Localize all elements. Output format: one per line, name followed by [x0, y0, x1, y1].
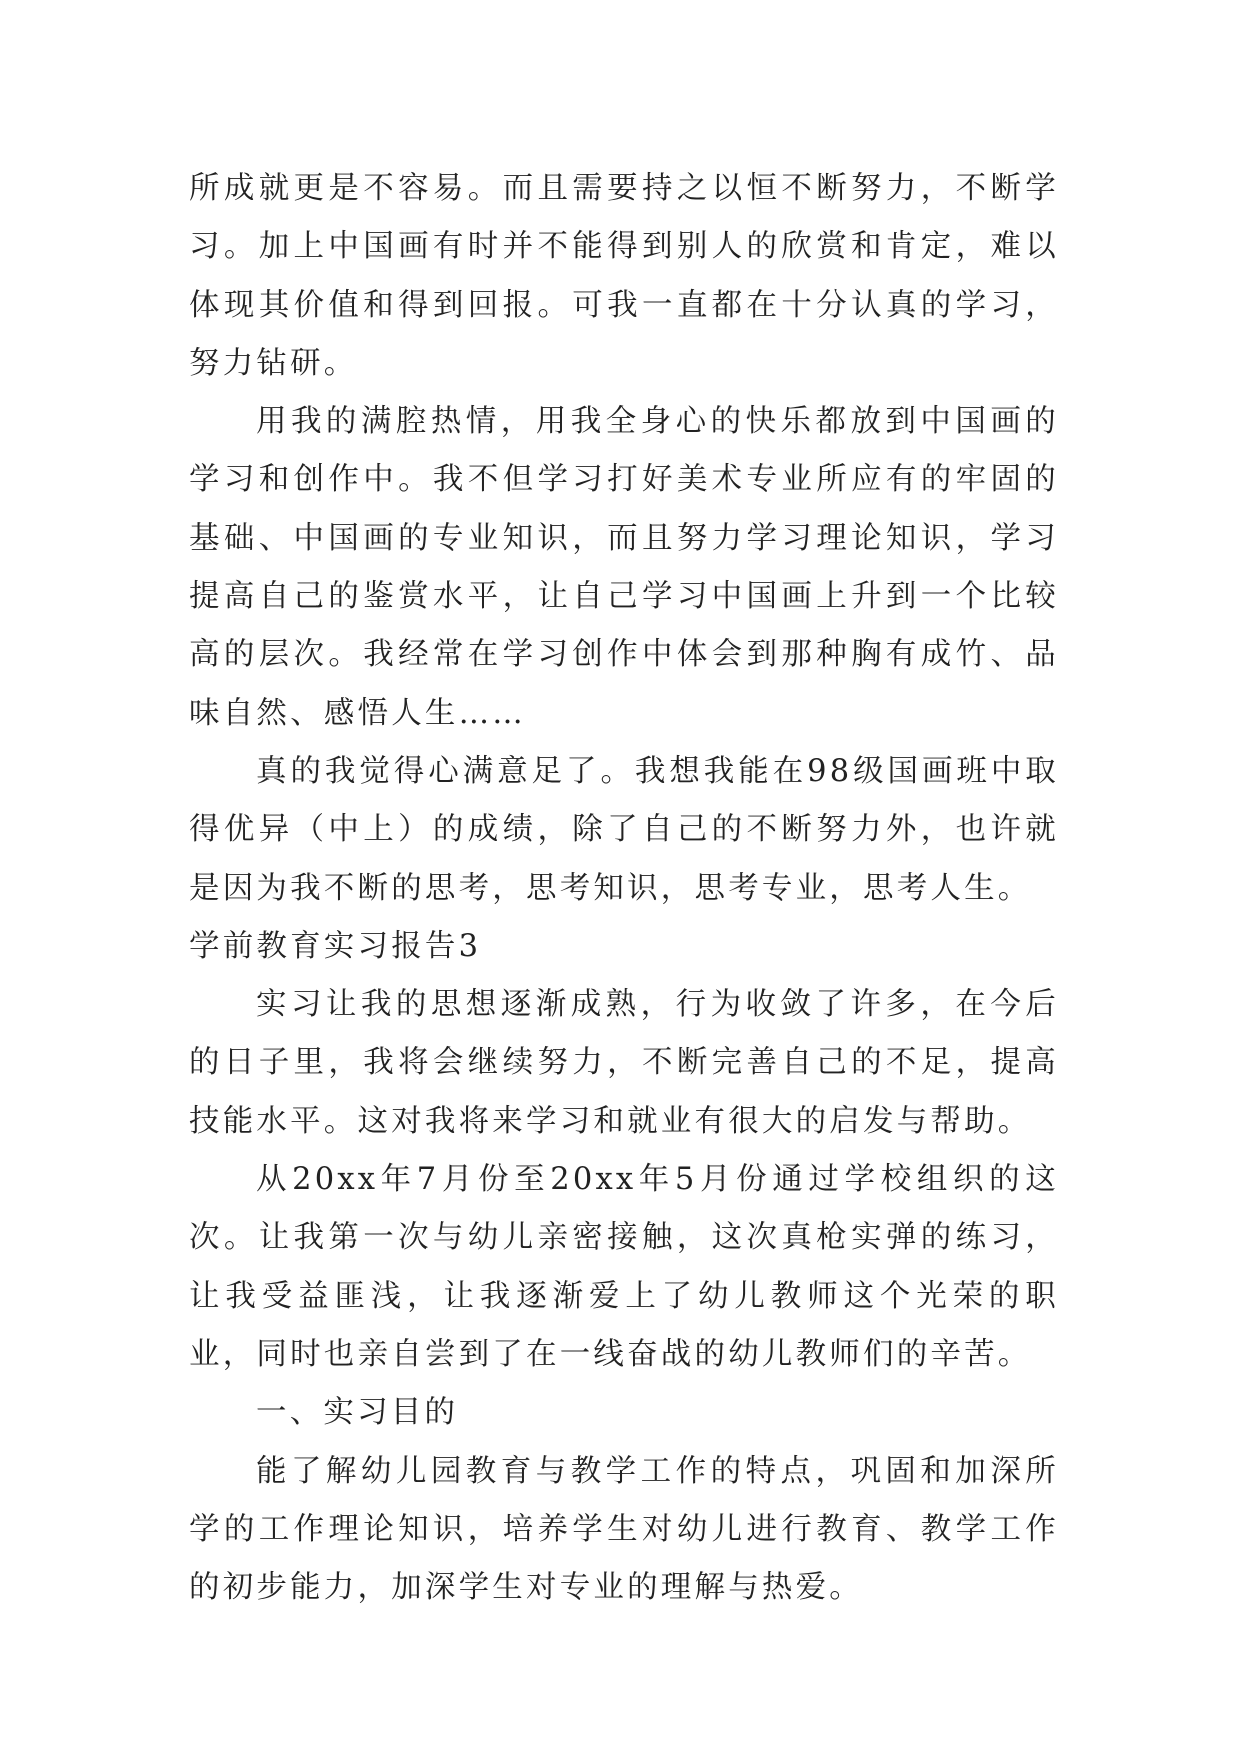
- paragraph-continuation: 所成就更是不容易。而且需要持之以恒不断努力，不断学习。加上中国画有时并不能得到别人的欣赏和肯定，难以体现其价值和得到回报。可我一直都在十分认真的学习，努力钻研。: [189, 171, 1059, 381]
- paragraph-purpose: 能了解幼儿园教育与教学工作的特点，巩固和加深所学的工作理论知识，培养学生对幼儿进行教育、教学工作的初步能力，加深学生对专业的理解与热爱。: [189, 1453, 1059, 1606]
- paragraph-internship-growth: 实习让我的思想逐渐成熟，行为收敛了许多，在今后的日子里，我将会继续努力，不断完善自己的不足，提高技能水平。这对我将来学习和就业有很大的启发与帮助。: [189, 987, 1059, 1139]
- paragraph-satisfaction: 真的我觉得心满意足了。我想我能在98级国画班中取得优异（中上）的成绩，除了自己的不断努力外，也许就是因为我不断的思考，思考知识，思考专业，思考人生。: [189, 753, 1059, 906]
- paragraph-passion: 用我的满腔热情，用我全身心的快乐都放到中国画的学习和创作中。我不但学习打好美术专业所应有的牢固的基础、中国画的专业知识，而且努力学习理论知识，学习提高自己的鉴赏水平，让自己学习中国画上升到一个比较高的层次。我经常在学习创作中体会到那种胸有成竹、品味自然、感悟人生……: [189, 404, 1059, 731]
- paragraph-internship-period: 从20xx年7月份至20xx年5月份通过学校组织的这次。让我第一次与幼儿亲密接触，这次真枪实弹的练习，让我受益匪浅，让我逐渐爱上了幼儿教师这个光荣的职业，同时也亲自尝到了在一线奋战的幼儿教师们的辛苦。: [189, 1162, 1059, 1372]
- document-body: [189, 160, 1059, 1617]
- subsection-title: 一、实习目的: [256, 1395, 459, 1431]
- section-title: 学前教育实习报告3: [189, 928, 482, 964]
